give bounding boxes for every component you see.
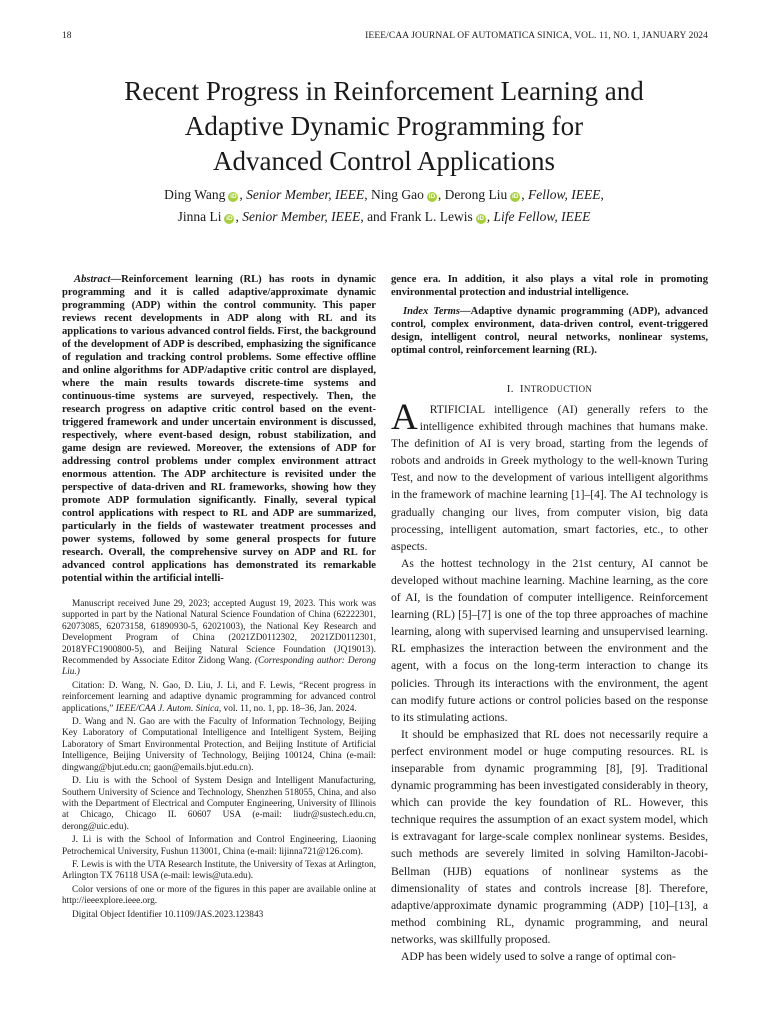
abstract-label: Abstract [74, 274, 111, 285]
page-number: 18 [62, 31, 72, 41]
author-line: Ding Wang iD , Senior Member, IEEE, Ning Gao iD , Derong Liu iD , Fellow, IEEE, [164, 187, 604, 202]
body-paragraph: A RTIFICIAL intelligence (AI) generally refers to the intelligence exhibited through machines that humans make. The definition of AI is very broad, starting from the legends of robots and androids in Greek mythology to the well-known Turing Test, and now to the development of various intelligent algorithms in the framework of machine learning [1]–[4]. The AI technology is gradually changing our lives, from computer vision, big data processing, intelligent automation, smart factories, etc., to other aspects. [391, 401, 708, 555]
footnote-received: Manuscript received June 29, 2023; accepted August 19, 2023. This work was supported in part by the National Natural Science Foundation of China (62222301, 62073085, 62073158, 61890930-5, 62021003), the National Key Research and Development Program of China (2021ZD0112302, 2021ZD0112301, 2018YFC1900800-5), and Beijing Natural Science Foundation (JQ19013). Recommended by Associate Editor Zidong Wang. (Corresponding author: Derong Liu.) [62, 599, 376, 678]
orcid-icon[interactable]: iD [230, 193, 237, 200]
footnote-color: Color versions of one or more of the figures in this paper are available online at http://ieeexplore.ieee.org. [62, 884, 376, 907]
author-name: Frank L. Lewis [389, 209, 473, 224]
small-caps-lead: RTIFICIAL [429, 403, 485, 416]
footnote-citation: Citation: D. Wang, N. Gao, D. Liu, J. Li, and F. Lewis, “Recent progress in reinforcement learning and adaptive dynamic programming for advanced control applications,” IEEE/CAA J. Autom. Sinica, vol. 11, no. 1, pp. 18–36, Jan. 2024. [62, 680, 376, 714]
author-line: Jinna Li iD , Senior Member, IEEE, and Frank L. Lewis iD , Life Fellow, IEEE [177, 209, 591, 224]
paper-title [40, 74, 728, 179]
page-header [62, 31, 708, 45]
footnote-affiliation: D. Wang and N. Gao are with the Faculty of Information Technology, Beijing Key Laboratory of Computational Intelligence and Intelligent System, Beijing Laboratory of Smart Environmental Protection, and Beijing Institute of Artificial Intelligence, Beijing University of Technology, Beijing 100124, China (e-mail: dingwang@bjut.edu.cn; gaon@emails.bjut.edu.cn). [62, 717, 376, 773]
author-role: Senior Member, IEEE [242, 209, 361, 224]
author-role: Fellow, IEEE [528, 187, 601, 202]
section-heading: I. INTRODUCTION [506, 383, 593, 395]
orcid-icon[interactable]: iD [226, 215, 233, 222]
orcid-icon[interactable]: iD [477, 215, 485, 222]
index-terms-text: —Adaptive dynamic programming (ADP), advanced control, complex environment, data-driven control, event-triggered design, intelligent control, neural networks, nonlinear systems, optimal control, reinforcement learning (RL). [391, 306, 708, 356]
author-name: Ding Wang [164, 187, 226, 202]
index-terms [391, 305, 708, 357]
footnote-affiliation: D. Liu is with the School of System Design and Intelligent Manufacturing, Southern University of Science and Technology, Shenzhen 518055, China, and also with the Department of Electrical and Computer Engineering, University of Illinois at Chicago, Chicago IL 60607 USA (e-mail: liudr@sustech.edu.cn, derong@uic.edu). [62, 776, 376, 832]
abstract [62, 273, 376, 585]
body-paragraph: As the hottest technology in the 21st century, AI cannot be developed without machine learning. Machine learning, as the core of AI, is the foundation of computer intelligence. Reinforcement learning (RL) [5]–[7] is one of the top three approaches of machine learning, along with supervised learning and unsupervised learning. RL emphasizes the interaction between the environment and the agent, with a focus on the long-term interaction to change its policies. Through its interactions with the environment, the agent can modify future actions or control policies based on the response to its stimulating actions. [391, 556, 708, 724]
footnote-doi: Digital Object Identifier 10.1109/JAS.2023.123843 [72, 909, 264, 920]
author-list [40, 184, 728, 228]
footnote-affiliation: J. Li is with the School of Information and Control Engineering, Liaoning Petrochemical University, Fushun 113001, China (e-mail: lijinna721@126.com). [62, 835, 376, 857]
title-line: Adaptive Dynamic Programming for [184, 111, 584, 141]
journal-header: IEEE/CAA JOURNAL OF AUTOMATICA SINICA, VOL. 11, NO. 1, JANUARY 2024 [365, 31, 708, 41]
left-column [62, 273, 376, 921]
abstract-text: —Reinforcement learning (RL) has roots in dynamic programming and it is called adaptive/approximate dynamic programming (ADP) within the control community. This paper reviews recent developments in ADP along with RL and its applications to various advanced control fields. First, the background of the development of ADP is described, emphasizing the significance of regulation and tracking control problems. Some effective offline and online algorithms for ADP/adaptive critic control are displayed, where the main results towards discrete-time systems and continuous-time systems are surveyed, respectively. Then, the research progress on adaptive critic control based on the event-triggered framework and under uncertain environment is discussed, respectively, where event-based design, robust stabilization, and game design are reviewed. Moreover, the extensions of ADP for addressing control problems under complex environment attract enormous attention. The ADP architecture is revisited under the perspective of data-driven and RL frameworks, showing how they promote ADP formulation significantly. Finally, several typical control applications with respect to RL and ADP are summarized, particularly in the fields of wastewater treatment processes and power systems, followed by some general prospects for future research. Overall, the comprehensive survey on ADP and RL for advanced control applications has demonstrated its remarkable potential within the artificial intelli- [62, 274, 376, 584]
index-terms-label: Index Terms [403, 306, 461, 317]
body-paragraph: It should be emphasized that RL does not necessarily require a perfect environment model or huge computing resources. RL is inseparable from dynamic programming [8], [9]. Traditional dynamic programming has been investigated considerably in theory, which can provide the key foundation of RL. However, this technique requires the assumption of an exact system model, which is extravagant for large-scale complex nonlinear systems. Besides, such methods are severely limited in solving Hamilton-Jacobi-Bellman (HJB) equations of nonlinear systems as the dimensionality of states and controls increase [8]. Therefore, adaptive/approximate dynamic programming (ADP) [10]–[13], a method combining RL, dynamic programming, and neural networks, was skillfully proposed. [391, 727, 708, 946]
author-name: Jinna Li [177, 209, 222, 224]
drop-cap: A [391, 397, 418, 438]
body-paragraph: ADP has been widely used to solve a range of optimal con- [401, 950, 676, 963]
author-role: Life Fellow, IEEE [493, 209, 591, 224]
title-line: Advanced Control Applications [213, 146, 555, 176]
footnote-affiliation: F. Lewis is with the UTA Research Institute, the University of Texas at Arlington, Arlington TX 76118 USA (e-mail: lewis@uta.edu). [62, 859, 376, 882]
author-name: Ning Gao [371, 187, 424, 202]
orcid-icon[interactable]: iD [512, 193, 519, 200]
right-column [391, 273, 708, 965]
abstract-continuation: gence era. In addition, it also plays a vital role in promoting environmental protection and industrial intelligence. [391, 274, 708, 298]
corresponding-author: (Corresponding author: Derong Liu.) [62, 656, 376, 678]
orcid-icon[interactable]: iD [428, 193, 436, 200]
author-role: Senior Member, IEEE [246, 187, 365, 202]
author-name: Derong Liu [444, 187, 508, 202]
title-line: Recent Progress in Reinforcement Learning and [124, 76, 644, 106]
